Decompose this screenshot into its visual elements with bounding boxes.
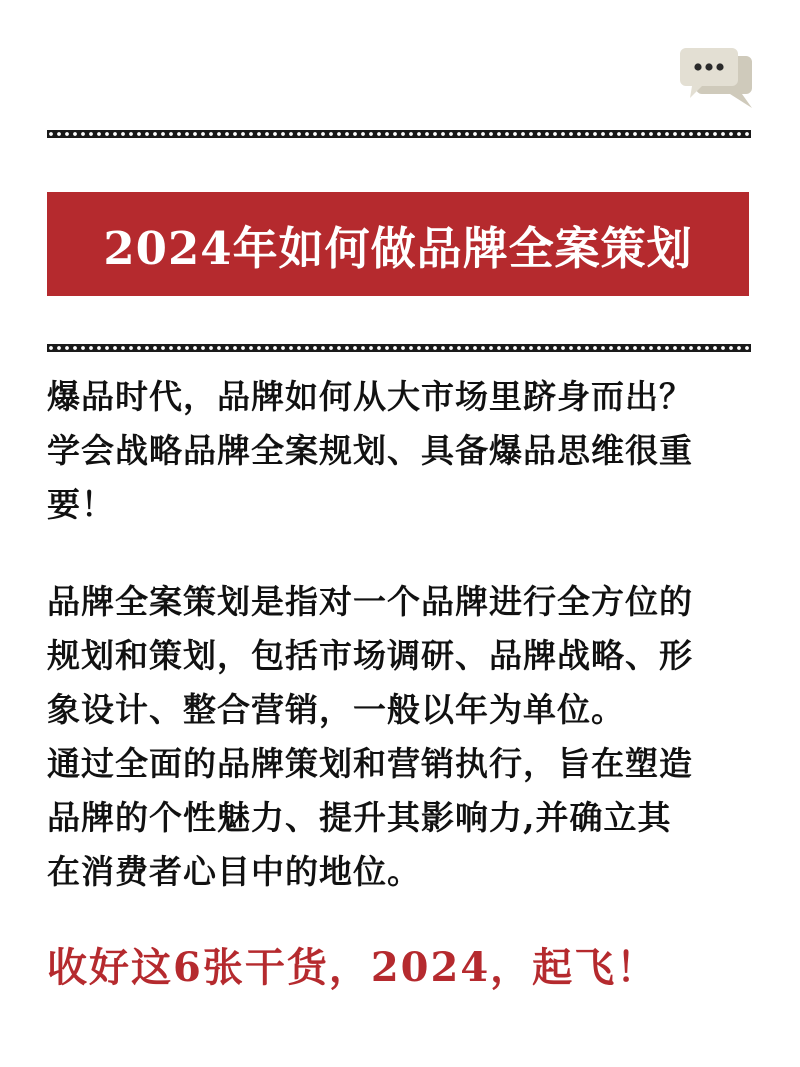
chat-bubble-icon <box>680 44 752 110</box>
body-paragraph <box>47 575 759 899</box>
call-to-action: 收好这6张干货，2024，起飞！ <box>47 944 659 991</box>
body-line: 通过全面的品牌策划和营销执行，旨在塑造 <box>47 744 693 783</box>
body-line: 象设计、整合营销，一般以年为单位。 <box>47 690 625 729</box>
intro-paragraph <box>47 370 759 532</box>
body-line: 品牌全案策划是指对一个品牌进行全方位的 <box>47 582 693 621</box>
intro-line: 要！ <box>47 485 115 524</box>
page-title: 2024年如何做品牌全案策划 <box>103 221 693 275</box>
title-banner <box>47 192 749 296</box>
body-line: 在消费者心目中的地位。 <box>47 852 421 891</box>
body-line: 规划和策划，包括市场调研、品牌战略、形 <box>47 636 693 675</box>
intro-line: 爆品时代，品牌如何从大市场里跻身而出？ <box>47 377 693 416</box>
body-line: 品牌的个性魅力、提升其影响力,并确立其 <box>47 798 672 837</box>
middle-dotted-divider <box>47 344 751 352</box>
top-dotted-divider <box>47 130 751 138</box>
intro-line: 学会战略品牌全案规划、具备爆品思维很重 <box>47 431 693 470</box>
